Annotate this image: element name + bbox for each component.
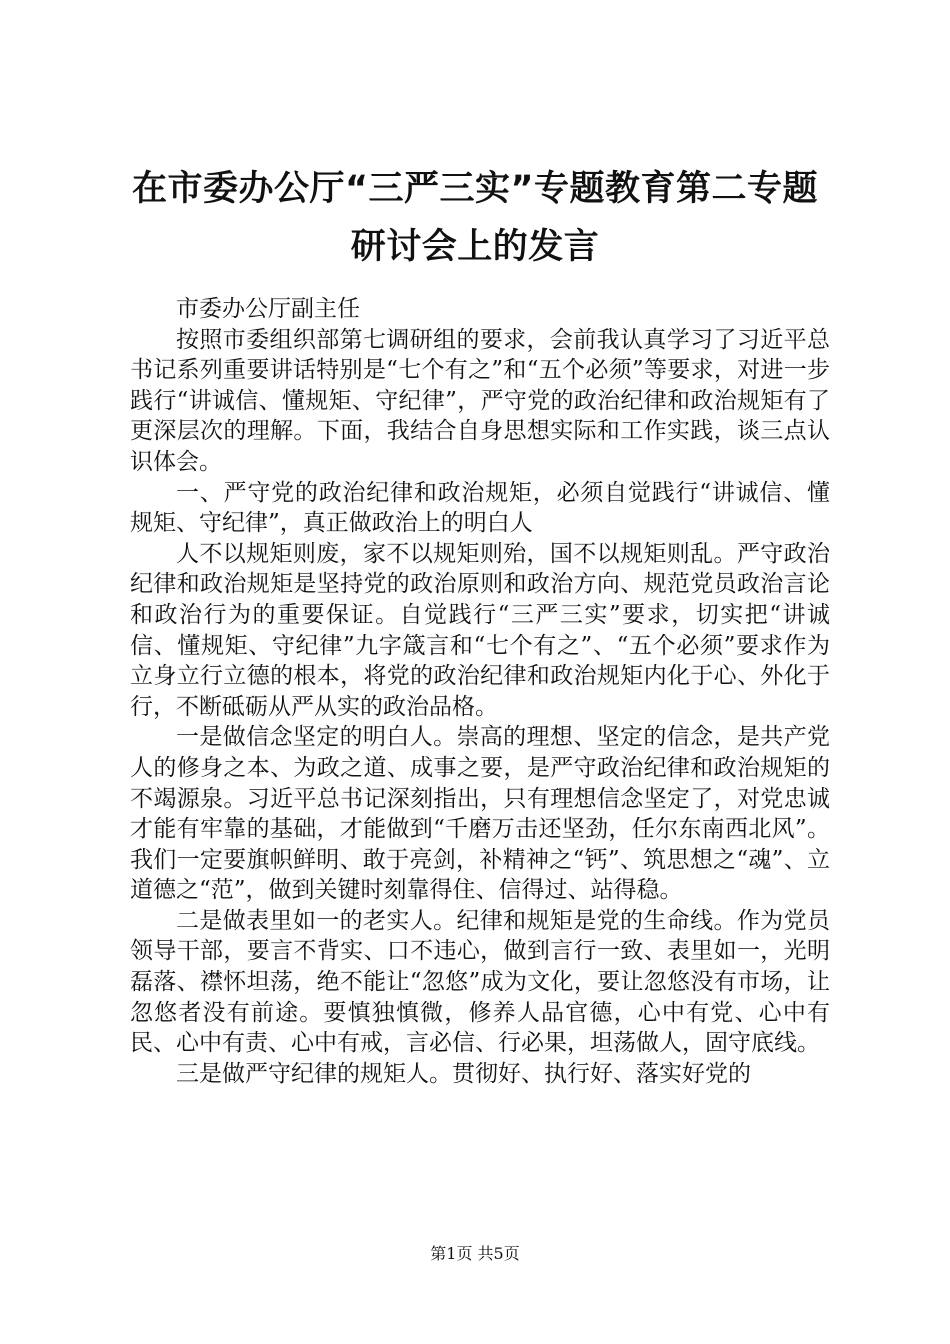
document-title — [110, 160, 840, 276]
paragraph-intro: 按照市委组织部第七调研组的要求，会前我认真学习了习近平总书记系列重要讲话特别是“七个有之”和“五个必须”等要求，对进一步践行“讲诚信、懂规矩、守纪律”，严守党的政治纪律和政治规矩有了更深层次的理解。下面，我结合自身思想实际和工作实践，谈三点认识体会。 — [130, 326, 830, 475]
page-footer: 第1页 共5页 — [430, 1244, 520, 1263]
author-line: 市委办公厅副主任 — [176, 296, 360, 322]
paragraph-point-2: 二是做表里如一的老实人。纪律和规矩是党的生命线。作为党员领导干部，要言不背实、口不违心，做到言行一致、表里如一，光明磊落、襟怀坦荡，绝不能让“忽悠”成为文化，要让忽悠没有市场，让忽悠者没有前途。要慎独慎微，修养人品官德，心中有党、心中有民、心中有责、心中有戒，言必信、行必果，坦荡做人，固守底线。 — [130, 907, 830, 1057]
paragraph-point-1: 一是做信念坚定的明白人。崇高的理想、坚定的信念，是共产党人的修身之本、为政之道、成事之要，是严守政治纪律和政治规矩的不竭源泉。习近平总书记深刻指出，只有理想信念坚定了，对党忠诚才能有牢靠的基础，才能做到“千磨万击还坚劲，任尔东南西北风”。我们一定要旗帜鲜明、敢于亮剑，补精神之“钙”、筑思想之“魂”、立道德之“范”，做到关键时刻靠得住、信得过、站得稳。 — [130, 724, 830, 904]
title-line-2: 研讨会上的发言 — [350, 227, 600, 267]
title-line-1: 在市委办公厅“三严三实”专题教育第二专题 — [131, 169, 818, 209]
paragraph-point-3: 三是做严守纪律的规矩人。贯彻好、执行好、落实好党的 — [176, 1060, 751, 1087]
section-heading-1: 一、严守党的政治纪律和政治规矩，必须自觉践行“讲诚信、懂规矩、守纪律”，真正做政治上的明白人 — [130, 479, 830, 537]
paragraph-rules: 人不以规矩则废，家不以规矩则殆，国不以规矩则乱。严守政治纪律和政治规矩是坚持党的政治原则和政治方向、规范党员政治言论和政治行为的重要保证。自觉践行“三严三实”要求，切实把“讲诚信、懂规矩、守纪律”九字箴言和“七个有之”、“五个必须”要求作为立身立行立德的根本，将党的政治纪律和政治规矩内化于心、外化于行，不断砥砺从严从实的政治品格。 — [130, 540, 830, 720]
document-body — [130, 294, 830, 1089]
